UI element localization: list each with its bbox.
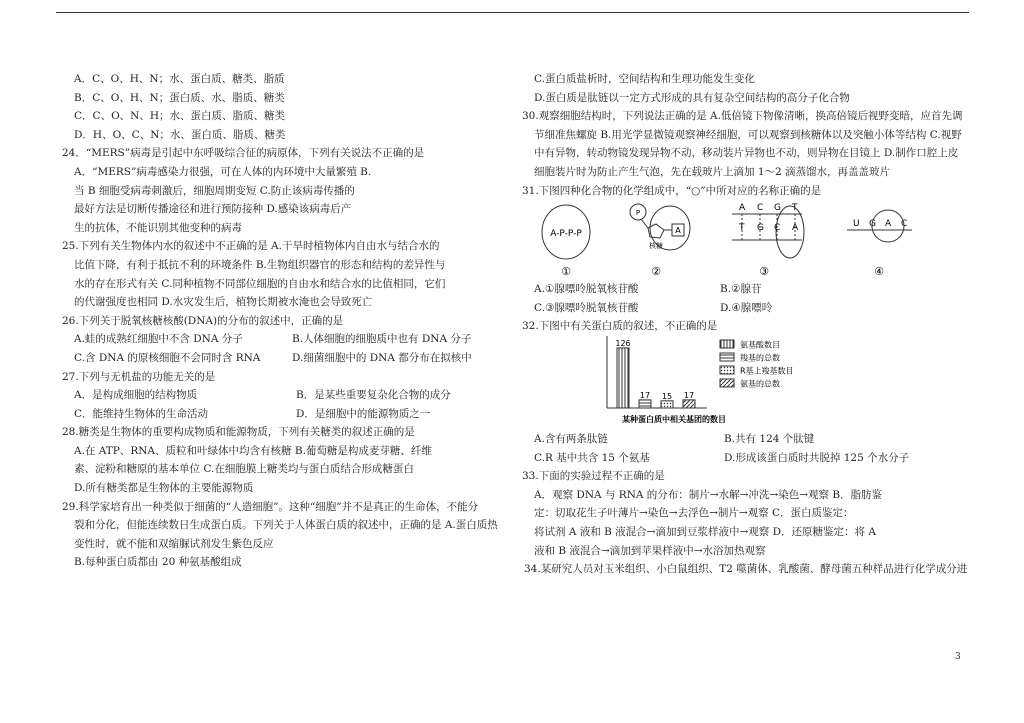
q28-line-4: D.所有糖类都是生物体的主要能源物质: [74, 482, 254, 495]
base-label: A: [675, 226, 681, 236]
q31-compound-diagram: [522, 200, 967, 280]
svg-text:A: A: [885, 219, 892, 230]
q31-option-d: D.④腺嘌呤: [720, 301, 773, 314]
q31-option-c: C.③腺嘌呤脱氧核苷酸: [534, 301, 639, 314]
right-column: [522, 70, 967, 579]
legend-swatch-1: [720, 340, 734, 348]
q24-line-4: 生的抗体，不能识别其他变种的病毒: [74, 221, 242, 234]
q26-stem: 26.下列关于脱氧核糖核酸(DNA)的分布的叙述中，正确的是: [62, 314, 344, 327]
bar-value-label-4: 17: [683, 390, 695, 400]
q33-line-4: 将试剂 A 液和 B 液混合→滴加到豆浆样液中→观察 D．还原糖鉴定：将 A: [534, 525, 876, 538]
svg-text:U: U: [853, 219, 860, 230]
page-number: 3: [955, 652, 961, 662]
q28-stem: 28.糖类是生物体的重要构成物质和能源物质，下列有关糖类的叙述正确的是: [62, 426, 415, 439]
q30-line-2: 节细准焦螺旋 B.用光学显微镜观察神经细胞，可以观察到核糖体以及突触小体等结构 C.视野: [534, 128, 962, 141]
q27-option-b: B．是某些重要复杂化合物的成分: [296, 389, 451, 402]
svg-text:G: G: [869, 219, 876, 230]
bar-value-label-3: 15: [661, 391, 673, 401]
q30-line-4: 细胞装片时为防止产生气泡，先在载玻片上滴加 1～2 滴蒸馏水，再盖盖玻片: [534, 165, 891, 178]
q26-option-a: A.蛙的成熟红细胞中不含 DNA 分子: [74, 333, 243, 346]
q32-options-row2: [522, 449, 967, 468]
legend-swatch-4: [720, 379, 734, 387]
bar-1: [617, 348, 629, 408]
compound-1-atp: [542, 205, 590, 278]
q29-option-c: C.蛋白质盐析时，空间结构和生理功能发生变化: [534, 73, 755, 85]
q30-stem: 30.观察细胞结构时，下列说法正确的是 A.低倍镜下物像清晰，换高倍镜后视野变暗，应首先调: [522, 110, 963, 123]
q31-option-a: A.①腺嘌呤脱氧核苷酸: [534, 283, 639, 296]
legend-swatch-2: [720, 353, 734, 361]
q24-line-3: 最好方法是切断传播途径和进行预防接种 D.感染该病毒后产: [74, 203, 352, 216]
q24-line-2: 当 B 细胞受病毒刺激后，细胞周期变短 C.防止该病毒传播的: [74, 184, 355, 197]
q26-option-d: D.细菌细胞中的 DNA 都分布在拟核中: [292, 351, 472, 364]
q25-line-4: 的代谢强度也相同 D.水灾发生后，植物长期被水淹也会导致死亡: [74, 296, 373, 309]
legend-label-1: 氨基酸数目: [740, 340, 780, 350]
q29-option-d: D.蛋白质是肽链以一定方式形成的具有复杂空间结构的高分子化合物: [534, 91, 850, 104]
svg-text:T: T: [739, 223, 745, 234]
legend-label-4: 氨基的总数: [740, 379, 780, 389]
q30-line-3: 中有异物，转动物镜发现异物不动，移动装片异物也不动，则异物在目镜上 D.制作口腔上皮: [534, 147, 959, 160]
q32-chart: [522, 336, 967, 430]
q26-options-row1: [62, 330, 502, 349]
q32-option-c: C.R 基中共含 15 个氨基: [534, 451, 650, 464]
q26-option-c: C.含 DNA 的原核细胞不会同时含 RNA: [74, 351, 261, 364]
q26-option-b: B.人体细胞的细胞质中也有 DNA 分子: [292, 333, 472, 346]
compound-2-nucleotide: [630, 204, 690, 278]
q33-line-5: 液和 B 液混合→滴加到苹果样液中→水浴加热观察: [534, 544, 766, 557]
sugar-label: 核糖: [649, 242, 663, 251]
svg-text:C: C: [774, 223, 781, 234]
bar-value-label-1: 126: [615, 338, 631, 348]
left-column: [62, 70, 502, 572]
q33-stem: 33.下面的实验过程不正确的是: [522, 470, 665, 483]
q25-line-2: 比值下降，有利于抵抗不利的环境条件 B.生物组织器官的形态和结构的差异性与: [74, 258, 446, 271]
svg-text:G: G: [774, 203, 781, 214]
label-2: ②: [651, 265, 661, 279]
q32-options-row1: [522, 430, 967, 449]
bar-3: [661, 401, 673, 408]
q26-options-row2: [62, 349, 502, 368]
q34-stem: 34.某研究人员对玉米组织、小白鼠组织、T2 噬菌体、乳酸菌、酵母菌五种样品进行化学成分进: [524, 563, 968, 576]
bar-value-label-2: 17: [639, 390, 651, 400]
q31-stem: 31.下图四种化合物的化学组成中，“○”中所对应的名称正确的是: [522, 184, 822, 197]
q23-option-d: D．H、O、C、N；水、蛋白质、脂质、糖类: [74, 128, 286, 141]
atp-label: A-P-P-P: [550, 229, 582, 240]
q27-options-row1: [62, 386, 502, 405]
q31-option-b: B.②腺苷: [720, 283, 762, 296]
q27-option-d: D．是细胞中的能源物质之一: [296, 407, 431, 420]
label-3: ③: [759, 265, 769, 279]
q27-options-row2: [62, 405, 502, 424]
q27-option-c: C．能维持生物体的生命活动: [74, 407, 209, 420]
phosphate-label: P: [635, 209, 641, 218]
q32-option-d: D.形成该蛋白质时共脱掉 125 个水分子: [724, 451, 910, 464]
q32-stem: 32.下图中有关蛋白质的叙述，不正确的是: [522, 320, 718, 333]
label-1: ①: [561, 265, 571, 279]
q27-stem: 27.下列与无机盐的功能无关的是: [62, 370, 216, 383]
q28-line-3: 素、淀粉和糖原的基本单位 C.在细胞膜上糖类均与蛋白质结合形成糖蛋白: [74, 463, 414, 476]
q29-stem: 29.科学家培育出一种类似于细菌的“人造细胞”。这种“细胞”并不是真正的生命体，不能分: [62, 500, 479, 513]
q31-options-row2: [522, 299, 967, 318]
q29-line-3: 变性时，就不能和双缩脲试剂发生紫色反应: [74, 537, 274, 550]
q31-options-row1: [522, 280, 967, 299]
q25-line-3: 水的存在形式有关 C.同种植物不同部位细胞的自由水和结合水的比值相同，它们: [74, 277, 446, 290]
svg-text:A: A: [739, 203, 746, 214]
compound-3-dna: [732, 203, 804, 278]
header-rule: [56, 12, 969, 13]
svg-text:G: G: [757, 223, 764, 234]
svg-text:C: C: [757, 203, 764, 214]
legend-label-2: 羧基的总数: [740, 353, 780, 363]
q25-stem: 25.下列有关生物体内水的叙述中不正确的是 A.干旱时植物体内自由水与结合水的: [62, 240, 440, 253]
q29-line-2: 裂和分化，但能连续数日生成蛋白质。下列关于人体蛋白质的叙述中，正确的是 A.蛋白质热: [74, 519, 498, 532]
svg-text:A: A: [792, 223, 799, 234]
svg-text:C: C: [901, 219, 908, 230]
q32-option-a: A.含有两条肽链: [534, 432, 608, 445]
chart-bars: [615, 339, 695, 408]
label-4: ④: [874, 265, 884, 279]
q33-line-2: A．观察 DNA 与 RNA 的分布：制片→水解→冲洗→染色→观察 B．脂肪鉴: [534, 488, 883, 501]
q32-option-b: B.共有 124 个肽键: [724, 432, 815, 445]
q33-line-3: 定：切取花生子叶薄片→染色→去浮色→制片→观察 C．蛋白质鉴定：: [534, 507, 854, 520]
compound-4-rna: [847, 210, 912, 278]
bar-4: [683, 400, 695, 408]
chart-title: 某种蛋白质中相关基团的数目: [622, 414, 726, 424]
q23-option-b: B．C、O、H、N；蛋白质、水、脂质、糖类: [74, 91, 285, 104]
legend-swatch-3: [720, 366, 734, 374]
q23-option-a: A．C、O、H、N；水、蛋白质、糖类、脂质: [74, 73, 285, 85]
q23-option-c: C．C、O、N、H；水、蛋白质、脂质、糖类: [74, 110, 286, 123]
legend-label-3: R基上羧基数目: [740, 366, 794, 376]
q32-bar-chart: [522, 336, 967, 430]
q24-stem: 24．“MERS”病毒是引起中东呼吸综合征的病原体，下列有关说法不正确的是: [62, 147, 425, 160]
q29-line-4: B.每种蛋白质都由 20 种氨基酸组成: [74, 556, 242, 569]
bar-2: [639, 400, 651, 408]
q27-option-a: A．是构成细胞的结构物质: [74, 389, 198, 402]
q31-figure: [522, 200, 967, 280]
chart-legend: [720, 339, 794, 388]
q28-line-2: A.在 ATP、RNA、质粒和叶绿体中均含有核糖 B.葡萄糖是构成麦芽糖、纤维: [74, 444, 432, 457]
q24-line-1: A．“MERS”病毒感染力很强，可在人体的内环境中大量繁殖 B.: [74, 165, 372, 178]
svg-text:T: T: [792, 203, 798, 214]
